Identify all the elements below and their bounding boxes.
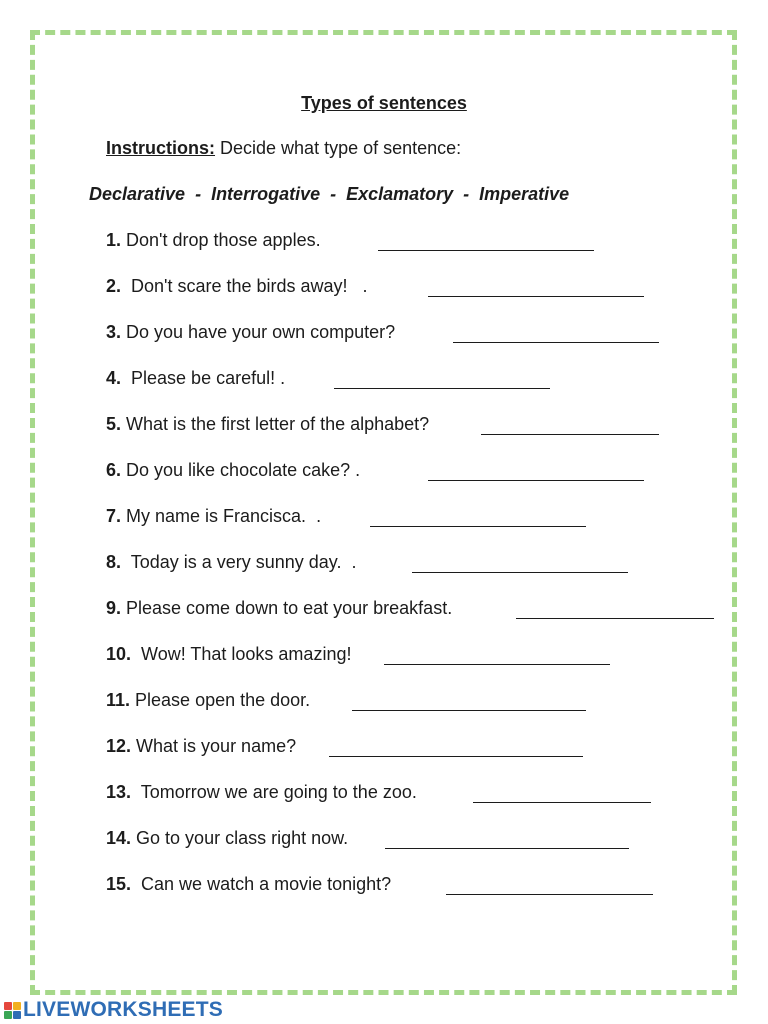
brand-name: LIVEWORKSHEETS (23, 998, 223, 1021)
logo-tile (4, 1002, 12, 1010)
question-text: Please be careful! . (121, 368, 306, 388)
question-number: 10. (106, 644, 132, 664)
question-item (106, 414, 434, 435)
answer-blank[interactable] (481, 434, 659, 435)
question-text: Do you like chocolate cake? . (121, 460, 381, 480)
answer-blank[interactable] (428, 480, 644, 481)
question-number: 5. (106, 414, 122, 434)
question-text: Tomorrow we are going to the zoo. (131, 782, 427, 802)
question-item (106, 460, 380, 481)
question-text: Go to your class right now. (131, 828, 354, 848)
answer-blank[interactable] (378, 250, 594, 251)
logo-tile (13, 1002, 21, 1010)
question-item (106, 828, 353, 849)
question-number: 3. (106, 322, 122, 342)
question-text: Don't scare the birds away! . (121, 276, 383, 296)
instructions-text: Decide what type of sentence: (215, 138, 462, 158)
question-number: 1. (106, 230, 122, 250)
question-item (106, 598, 462, 619)
answer-blank[interactable] (446, 894, 653, 895)
answer-blank[interactable] (352, 710, 586, 711)
answer-blank[interactable] (453, 342, 659, 343)
question-text: What is your name? (131, 736, 307, 756)
question-item (106, 690, 320, 711)
question-text: Wow! That looks amazing! (131, 644, 357, 664)
question-item (106, 874, 396, 895)
page-title: Types of sentences (301, 93, 467, 113)
answer-blank[interactable] (370, 526, 586, 527)
question-item (106, 736, 306, 757)
logo-tile (13, 1011, 21, 1019)
question-text: Can we watch a movie tonight? (131, 874, 397, 894)
sentence-types-list: Declarative - Interrogative - Exclamatory - Imperative (89, 184, 570, 204)
question-number: 9. (106, 598, 122, 618)
answer-blank[interactable] (385, 848, 629, 849)
answer-blank[interactable] (334, 388, 550, 389)
instructions-label: Instructions: (106, 138, 216, 158)
question-text: Do you have your own computer? (121, 322, 406, 342)
question-text: Please come down to eat your breakfast. (121, 598, 463, 618)
question-item (106, 552, 376, 573)
answer-blank[interactable] (329, 756, 583, 757)
question-number: 12. (106, 736, 132, 756)
question-item (106, 230, 341, 251)
answer-blank[interactable] (384, 664, 610, 665)
question-item (106, 782, 427, 803)
liveworksheets-logo-icon (4, 1002, 21, 1019)
question-number: 4. (106, 368, 122, 388)
answer-blank[interactable] (473, 802, 651, 803)
question-number: 7. (106, 506, 122, 526)
question-item (106, 506, 341, 527)
answer-blank[interactable] (428, 296, 644, 297)
question-number: 13. (106, 782, 132, 802)
question-number: 6. (106, 460, 122, 480)
liveworksheets-logo[interactable] (4, 998, 223, 1022)
question-item (106, 322, 405, 343)
answer-blank[interactable] (516, 618, 714, 619)
question-text: Today is a very sunny day. . (121, 552, 377, 572)
question-number: 2. (106, 276, 122, 296)
question-number: 8. (106, 552, 122, 572)
answer-blank[interactable] (412, 572, 628, 573)
question-text: Don't drop those apples. (121, 230, 341, 250)
question-text: My name is Francisca. . (121, 506, 342, 526)
question-item (106, 276, 383, 297)
question-text: What is the first letter of the alphabet? (121, 414, 435, 434)
question-item (106, 368, 305, 389)
question-item (106, 644, 356, 665)
question-number: 15. (106, 874, 132, 894)
question-text: Please open the door. (130, 690, 321, 710)
question-number: 11. (106, 690, 131, 710)
instructions (106, 138, 461, 159)
question-number: 14. (106, 828, 132, 848)
logo-tile (4, 1011, 12, 1019)
